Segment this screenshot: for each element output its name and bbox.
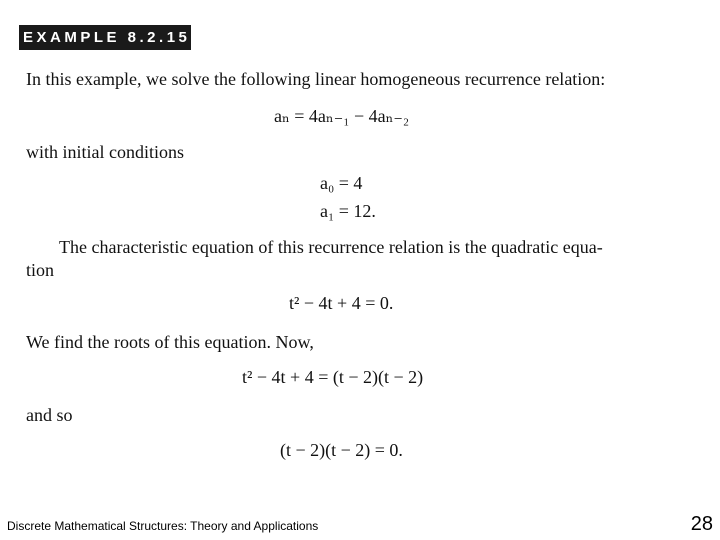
initial-conditions-text: with initial conditions [26,142,184,162]
find-roots-text: We find the roots of this equation. Now, [26,332,314,352]
book-title-footer: Discrete Mathematical Structures: Theory and Applications [7,519,319,533]
characteristic-equation: t² − 4t + 4 = 0. [289,293,394,313]
page-number: 28 [690,513,713,535]
example-header: EXAMPLE 8.2.15 [19,25,191,50]
initial-condition-a0: a₀ = 4 [320,173,363,193]
characteristic-text-line2: tion [26,260,55,280]
factored-equation: t² − 4t + 4 = (t − 2)(t − 2) [242,367,424,387]
intro-text: In this example, we solve the following linear homogeneous recurrence relation: [26,69,606,89]
recurrence-equation: aₙ = 4aₙ₋₁ − 4aₙ₋₂ [274,106,410,126]
and-so-text: and so [26,405,73,425]
initial-condition-a1: a₁ = 12. [320,201,376,221]
characteristic-text-line1: The characteristic equation of this recurrence relation is the quadratic equa- [59,237,603,257]
roots-equation: (t − 2)(t − 2) = 0. [280,440,403,460]
